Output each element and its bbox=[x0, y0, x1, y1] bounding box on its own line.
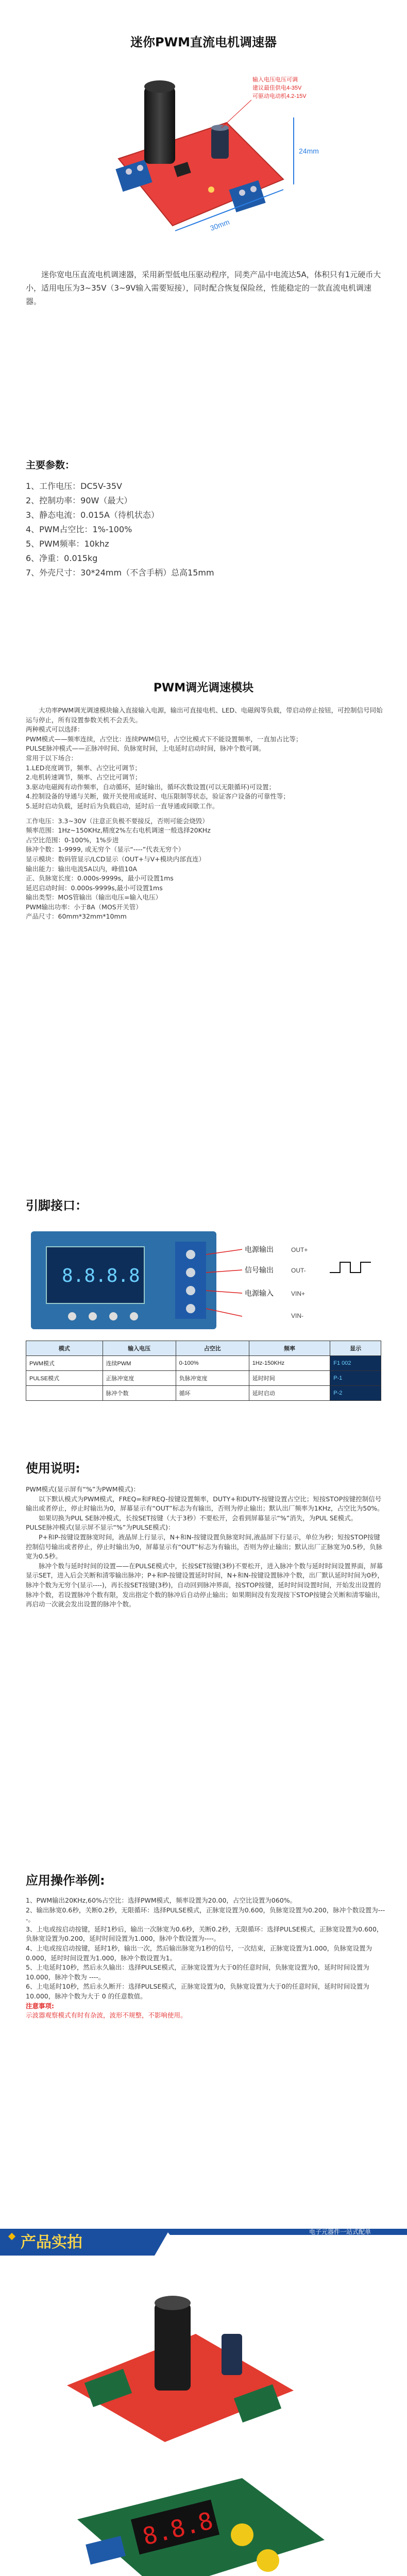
section-title-pwm: PWM调光调速模块 bbox=[153, 682, 254, 694]
spec-line: 延迟启动时间：0.000s-9999s,最小可设置1ms bbox=[26, 884, 163, 892]
callout-line-2: 建议最佳供电4-35V bbox=[252, 85, 302, 91]
spec-line: 正、负脉宽长度：0.000s-9999s，最小可设置1ms bbox=[26, 874, 174, 883]
spec-line: 占空比范围：0-100%，1%步进 bbox=[26, 836, 119, 844]
desc-line: 1.LED亮度调节，频率、占空比可调节； bbox=[26, 764, 141, 772]
usage-text bbox=[26, 1485, 386, 1609]
desc-line: 4.控制设备的导通与关断，做开关使用或延时、电压限制等状态，验证客户设备的可靠性等； bbox=[26, 792, 290, 801]
banner-title: 产品实拍 bbox=[21, 2234, 82, 2251]
table-cell: 延时启动 bbox=[249, 1386, 330, 1401]
label-vin-minus: VIN- bbox=[291, 1312, 303, 1319]
spec-line: 输出能力：输出电流5A以内，峰值10A bbox=[26, 865, 137, 873]
dim-width: 30mm bbox=[209, 217, 231, 232]
table-cell: 连续PWM bbox=[103, 1356, 176, 1371]
usage-line: PWM模式(显示屏有“%”为PWM模式)： bbox=[26, 1485, 140, 1493]
param-item: 6、净重：0.015kg bbox=[26, 553, 98, 563]
ops-line: 5、上电延时10秒，然后永久输出：选择PULSE模式，正脉宽设置为大于0的任意时间，负脉宽设置为0，延时时间设置为10.000，脉冲个数为 ----。 bbox=[26, 1963, 369, 1981]
param-item: 5、PWM频率：10khz bbox=[26, 539, 109, 549]
usage-line: 以下默认模式为PWM模式，FREQ=和FREQ-按键设置频率，DUTY+和DUTY-按键设置占空比；短按STOP按键控制信号输出或者停止，停止时输出为0，屏幕显示有“OUT”标志为有输出，否则为停止输出；默认出厂频率为1KHz，占空比为50%。 bbox=[26, 1495, 384, 1513]
interface-title: 引脚接口： bbox=[26, 1198, 88, 1213]
banner-tagline: 电子元器件一站式配单 bbox=[309, 2228, 371, 2235]
param-item: 7、外壳尺寸：30*24mm（不含手柄）总高15mm bbox=[26, 568, 214, 578]
spec-line: 显示模块：数码管显示/LCD显示（OUT+与V+模块内部直连） bbox=[26, 855, 206, 863]
ops-line: 2、输出脉宽0.6秒，关断0.2秒，无限循环：选择PULSE模式，正脉宽设置为0.600，负脉宽设置为0.200，脉冲个数设置为----。 bbox=[26, 1906, 385, 1924]
callout-line-1: 输入电压电压可调 bbox=[252, 77, 298, 83]
ops-line: 6、上电延时10秒，然后永久断开：选择PULSE模式，正脉宽设置为0，负脉宽设置为大于0的任意时间，延时时间设置为10.000，脉冲个数为大于 0 的任意数值。 bbox=[26, 1982, 369, 2000]
svg-text:8.8.8.8: 8.8.8.8 bbox=[62, 1265, 140, 1286]
spec-line: PWM输出功率：小于8A（MOS开关管） bbox=[26, 903, 142, 911]
table-cell: 循环 bbox=[176, 1386, 249, 1401]
usage-line: PULSE脉冲模式(显示屏不显示“%”为PULSE模式)： bbox=[26, 1523, 175, 1532]
table-cell: 1Hz-150KHz bbox=[249, 1356, 330, 1371]
pin-diagram bbox=[26, 1226, 381, 1427]
desc-line: 常用于以下场合： bbox=[26, 754, 78, 762]
spec-line: 输出类型：MOS管输出（输出电压=输入电压） bbox=[26, 893, 162, 902]
intro-text: 迷你宽电压直流电机调速器，采用新型低电压驱动程序，同类产品中电流达5A，体积只有1元硬币大小，适用电压为3~35V（3~9V输入需要短接），同时配合恢复保险丝，性能稳定的一款直流电机调速器。 bbox=[26, 270, 381, 306]
param-item: 3、静态电流：0.015A（待机状态） bbox=[26, 510, 159, 520]
desc-line: PWM模式——频率连续，占空比：连续PWM信号，占空比模式下不能设置频率，一直加占比等； bbox=[26, 735, 302, 743]
table-cell: P-1 bbox=[330, 1371, 381, 1386]
ops-title: 应用操作举例: bbox=[26, 1873, 105, 1888]
table-cell: 脉冲个数 bbox=[103, 1386, 176, 1401]
notice-text: 示波器观察模式有时有杂波，波形不规整，不影响使用。 bbox=[26, 2011, 187, 2020]
params-list bbox=[26, 479, 381, 580]
table-row bbox=[26, 1371, 381, 1386]
desc-line: 两种模式可以选择： bbox=[26, 725, 84, 734]
table-row bbox=[26, 1386, 381, 1401]
usage-line: P+和P-按键设置脉宽时间，液晶屏上行显示，N+和N-按键设置负脉宽时间,液晶屏下行显示，单位为秒；短按STOP按键控制信号输出或者停止，停止时输出为0，屏幕显示有“OUT”标志为有输出，否则为停止输出；默认出厂正脉宽为0.5秒，负脉宽为0.5秒。 bbox=[26, 1533, 383, 1561]
spec-line: 脉冲个数：1-9999, 或无穷个（显示“----”代表无穷个） bbox=[26, 845, 185, 854]
usage-line: 脉冲个数与延时时间的设置——在PULSE模式中，长按SET按键(3秒)不要松开，进入脉冲个数与延时时间设置界面，屏幕显示SET，进入后会关断和清零输出脉冲；P+和P-按键设置延时时间，N+和N-按键设置脉冲个数，出厂默认延时时间为0秒，脉冲个数为无穷个(显示----)，再长按SET按键(3秒)，自动回到脉冲界面，按STOP按键，延时时间设置时间，开始发出设置的脉冲个数，若设置脉冲个数有限，发出指定个数的脉冲后自动停止输出；如果期间没有发现按下STOP按键会关断和清零输出，再启动一次就会发出设置的脉冲个数。 bbox=[26, 1562, 384, 1608]
spec-line: 频率范围：1Hz~150KHz,精度2%左右电机调速一般选择20KHz bbox=[26, 826, 211, 835]
ops-line: 3、上电或按启动按键，延时1秒后，输出一次脉宽为0.6秒，关断0.2秒，无限循环：选择PULSE模式，正脉宽设置为0.600，负脉宽设置为0.200，延时时间设置为1.000，脉冲个数设置为----。 bbox=[26, 1925, 383, 1943]
usage-title: 使用说明: bbox=[26, 1461, 80, 1476]
ops-line: 1、PWM输出20KHz,60%占空比：选择PWM模式，频率设置为20.00，占空比设置为060%。 bbox=[26, 1896, 297, 1904]
table-cell: 延时时间 bbox=[249, 1371, 330, 1386]
table-cell: 0-100% bbox=[176, 1356, 249, 1371]
desc-line: 3.驱动电磁阀有动作频率，自动循环，延时输出，循环次数设置(可以无限循环)可设置； bbox=[26, 783, 276, 791]
mode-table bbox=[26, 1341, 381, 1401]
spec-line: 产品尺寸：60mm*32mm*10mm bbox=[26, 912, 127, 921]
photo-led-board bbox=[26, 2458, 381, 2576]
page-title: 迷你PWM直流电机调速器 bbox=[130, 35, 277, 49]
table-cell: PULSE模式 bbox=[26, 1371, 103, 1386]
photo-red-board bbox=[26, 2272, 381, 2447]
svg-text:8.8.8: 8.8.8 bbox=[140, 2506, 216, 2551]
table-cell: PWM模式 bbox=[26, 1356, 103, 1371]
callout-line-3: 可驱动电动机4.2-15V bbox=[252, 93, 307, 99]
label-power-in: 电源输入 bbox=[245, 1289, 274, 1297]
table-header: 模式 bbox=[26, 1341, 103, 1356]
ops-text bbox=[26, 1896, 386, 2021]
desc-line: PULSE脉冲模式——正脉冲时间、负脉宽时间，上电延时启动时间，脉冲个数可调。 bbox=[26, 744, 265, 753]
table-header: 输入电压 bbox=[103, 1341, 176, 1356]
desc-line: 5.延时启动负载，延时后为负载启动，延时后一直导通或间歇工作。 bbox=[26, 802, 219, 810]
dim-height: 24mm bbox=[299, 147, 319, 155]
pwm-description bbox=[26, 706, 386, 922]
photo-banner bbox=[0, 2219, 407, 2258]
board-diagram bbox=[26, 1226, 381, 1334]
desc-line: 大功率PWM调光调速模块输入直接输入电源，输出可直接电机、LED、电磁阀等负载，带启动停止按钮，可控制信号同始运与停止，所有设置参数关机不会丢失。 bbox=[26, 706, 383, 724]
usage-line: 如果切换为PUL SE脉冲模式，长按SET按键（大于3秒）不要松开，会看到屏幕显示“%”消失，为PUL SE模式。 bbox=[39, 1514, 358, 1522]
desc-line: 2.电机转速调节，频率、占空比可调节； bbox=[26, 773, 142, 782]
params-heading: 主要参数： bbox=[26, 460, 75, 471]
spec-line: 工作电压：3.3~30V（注意正负极不要接反，否则可能会烧毁） bbox=[26, 817, 209, 825]
param-item: 4、PWM占空比：1%-100% bbox=[26, 524, 132, 534]
table-cell: F1 002 bbox=[330, 1356, 381, 1371]
table-cell: P-2 bbox=[330, 1386, 381, 1401]
label-power-out: 电源输出 bbox=[245, 1245, 274, 1253]
label-out-plus: OUT+ bbox=[291, 1246, 308, 1253]
ops-line: 4、上电或按启动按键，延时1秒，输出一次，然后输出脉宽为1秒的信号，一次结束，正脉宽设置为1.000，负脉宽设置为0.000，延时时间设置为1.000，脉冲个数设置为1。 bbox=[26, 1944, 372, 1962]
hero-product-image bbox=[57, 61, 345, 246]
table-cell bbox=[26, 1386, 103, 1401]
label-vin-plus: VIN+ bbox=[291, 1290, 306, 1297]
label-out-minus: OUT- bbox=[291, 1267, 306, 1274]
table-header: 占空比 bbox=[176, 1341, 249, 1356]
param-item: 1、工作电压：DC5V-35V bbox=[26, 481, 122, 491]
table-row bbox=[26, 1356, 381, 1371]
table-cell: 正脉冲宽度 bbox=[103, 1371, 176, 1386]
notice-title: 注意事项: bbox=[26, 2002, 54, 2010]
table-header: 显示 bbox=[330, 1341, 381, 1356]
param-item: 2、控制功率：90W（最大） bbox=[26, 496, 132, 505]
label-signal-out: 信号输出 bbox=[245, 1266, 274, 1274]
table-header: 频率 bbox=[249, 1341, 330, 1356]
table-cell: 负脉冲宽度 bbox=[176, 1371, 249, 1386]
